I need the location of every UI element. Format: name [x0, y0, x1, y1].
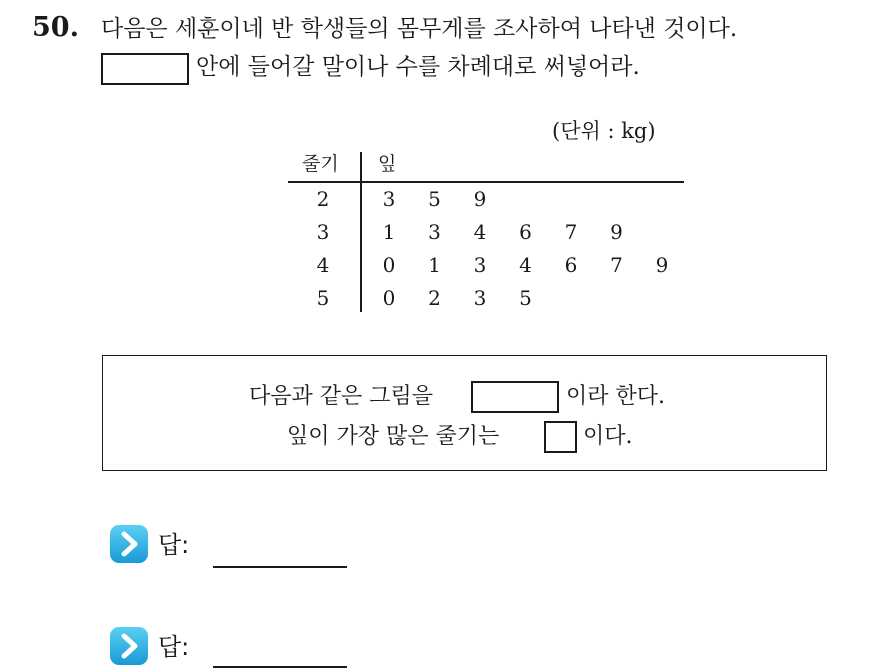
- leaf-value: 7: [564, 220, 578, 244]
- stem-header: 줄기: [302, 153, 339, 175]
- leaf-value: 6: [519, 220, 532, 244]
- chevron-right-icon: [110, 525, 148, 563]
- question-blank-box: [101, 53, 189, 85]
- leaf-value: 3: [428, 220, 441, 244]
- answer-label-2: 답:: [158, 633, 190, 661]
- stem-value: 2: [316, 187, 330, 211]
- leaf-value: 7: [610, 253, 623, 277]
- leaf-value: 5: [428, 187, 441, 211]
- chevron-right-icon: [110, 627, 148, 665]
- question-number: 50.: [32, 12, 79, 43]
- box-line1-before: 다음과 같은 그림을: [249, 384, 434, 409]
- question-text-line2: 안에 들어갈 말이나 수를 차례대로 써넣어라.: [196, 54, 640, 80]
- leaf-value: 3: [473, 286, 487, 310]
- leaf-value: 6: [564, 253, 578, 277]
- question-text-line1: 다음은 세훈이네 반 학생들의 몸무게를 조사하여 나타낸 것이다.: [101, 16, 738, 42]
- leaf-value: 0: [382, 253, 396, 277]
- leaf-value: 9: [655, 253, 669, 277]
- leaf-value: 4: [519, 253, 532, 277]
- leaf-value: 3: [473, 253, 487, 277]
- box-blank-1: [471, 381, 559, 413]
- answer-label-1: 답:: [158, 531, 190, 559]
- leaf-value: 0: [382, 286, 396, 310]
- fill-in-frame: [102, 355, 827, 471]
- leaf-value: 9: [610, 220, 623, 244]
- leaf-value: 1: [382, 220, 396, 244]
- stem-value: 3: [316, 220, 330, 244]
- answer-line-1[interactable]: [213, 566, 347, 568]
- table-unit: (단위 : kg): [552, 119, 656, 143]
- leaf-value: 5: [519, 286, 532, 310]
- leaf-header: 잎: [378, 153, 397, 175]
- stem-value: 4: [316, 253, 330, 277]
- box-blank-2: [544, 421, 577, 453]
- table-stem-divider: [360, 152, 362, 312]
- box-line2-after: 이다.: [583, 424, 633, 449]
- leaf-value: 2: [428, 286, 441, 310]
- leaf-value: 4: [473, 220, 487, 244]
- stem-value: 5: [316, 286, 330, 310]
- leaf-value: 1: [428, 253, 441, 277]
- leaf-value: 3: [382, 187, 396, 211]
- box-line1-after: 이라 한다.: [566, 384, 665, 409]
- table-header-divider: [288, 181, 684, 183]
- box-line2-before: 잎이 가장 많은 줄기는: [287, 424, 500, 449]
- answer-line-2[interactable]: [213, 666, 347, 668]
- leaf-value: 9: [473, 187, 487, 211]
